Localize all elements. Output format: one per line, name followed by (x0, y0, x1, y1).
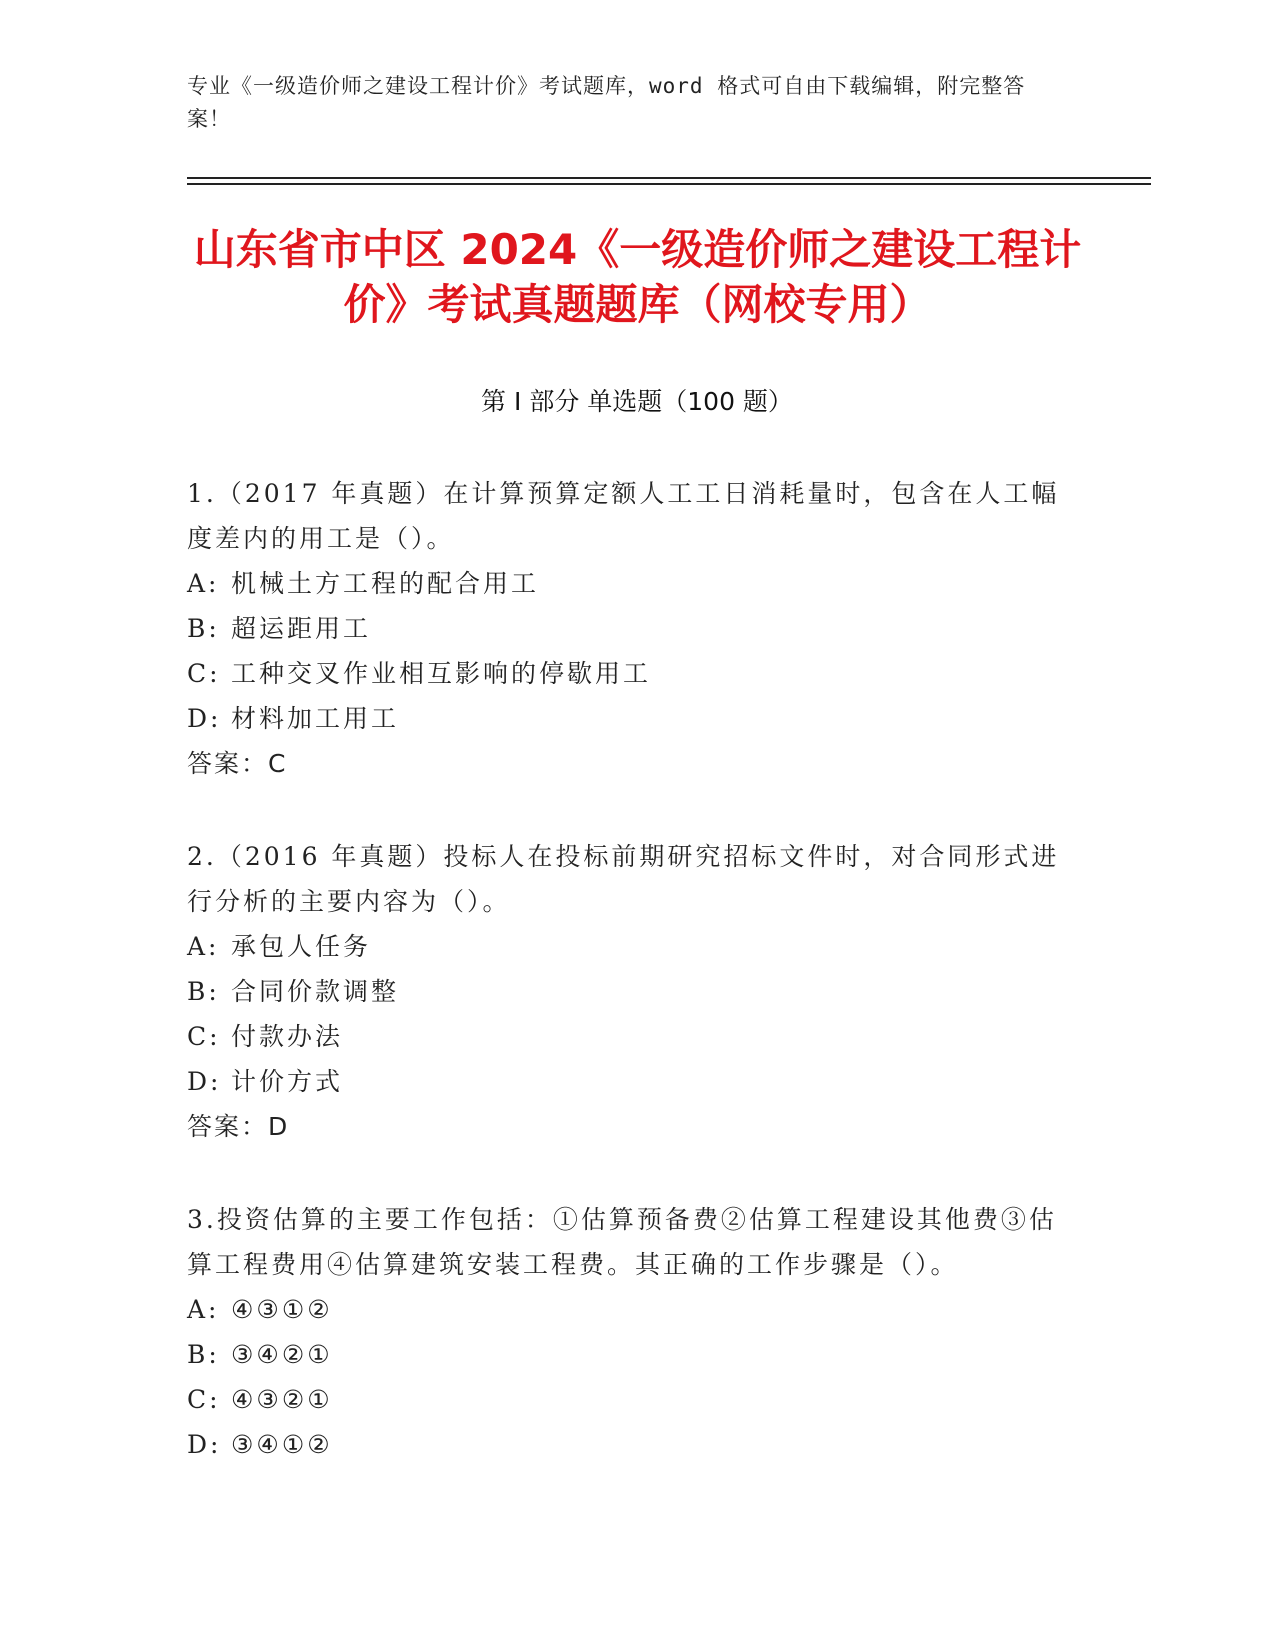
option-key: A: (187, 1295, 220, 1324)
question-2 (187, 834, 1077, 1149)
section-heading: 第 I 部分 单选题（100 题） (481, 387, 793, 416)
option-b (187, 606, 1077, 651)
option-text: 材料加工用工 (231, 704, 400, 733)
option-text: 计价方式 (231, 1067, 344, 1096)
question-stem: 1.（2017 年真题）在计算预算定额人工工日消耗量时，包含在人工幅度差内的用工是（）。 (187, 479, 1060, 553)
option-text: 工种交叉作业相互影响的停歇用工 (231, 659, 652, 688)
option-d (187, 1422, 1077, 1467)
option-d (187, 1059, 1077, 1104)
option-b (187, 1332, 1077, 1377)
option-a (187, 924, 1077, 969)
option-text: 付款办法 (231, 1022, 344, 1051)
option-b (187, 969, 1077, 1014)
option-key: B: (187, 977, 220, 1006)
question-stem: 2.（2016 年真题）投标人在投标前期研究招标文件时，对合同形式进行分析的主要内容为（）。 (187, 842, 1060, 916)
header-divider-top (187, 177, 1151, 179)
option-text: ③④①② (231, 1430, 333, 1459)
option-c (187, 651, 1077, 696)
option-text: ④③①② (231, 1295, 333, 1324)
option-c (187, 1377, 1077, 1422)
option-a (187, 561, 1077, 606)
option-key: B: (187, 1340, 220, 1369)
option-key: A: (187, 932, 220, 961)
question-1 (187, 471, 1077, 786)
option-key: C: (187, 1385, 221, 1414)
option-key: C: (187, 1022, 221, 1051)
option-key: C: (187, 659, 221, 688)
document-title: 山东省市中区 2024《一级造价师之建设工程计价》考试真题题库（网校专用） (193, 225, 1082, 329)
answer: 答案：D (187, 1112, 290, 1141)
option-text: 超运距用工 (231, 614, 372, 643)
answer: 答案：C (187, 749, 288, 778)
option-text: ④③②① (231, 1385, 333, 1414)
question-3 (187, 1197, 1077, 1467)
option-key: D: (187, 1067, 222, 1096)
option-a (187, 1287, 1077, 1332)
option-key: B: (187, 614, 220, 643)
option-text: 承包人任务 (231, 932, 372, 961)
header-divider-bottom (187, 183, 1151, 185)
question-stem: 3.投资估算的主要工作包括：①估算预备费②估算工程建设其他费③估算工程费用④估算建筑安装工程费。其正确的工作步骤是（）。 (187, 1205, 1057, 1279)
option-text: 机械土方工程的配合用工 (231, 569, 540, 598)
header-note: 专业《一级造价师之建设工程计价》考试题库，word 格式可自由下载编辑，附完整答案！ (187, 74, 1026, 131)
option-text: ③④②① (231, 1340, 333, 1369)
option-key: D: (187, 704, 222, 733)
option-c (187, 1014, 1077, 1059)
option-key: A: (187, 569, 220, 598)
option-key: D: (187, 1430, 222, 1459)
option-text: 合同价款调整 (231, 977, 400, 1006)
option-d (187, 696, 1077, 741)
